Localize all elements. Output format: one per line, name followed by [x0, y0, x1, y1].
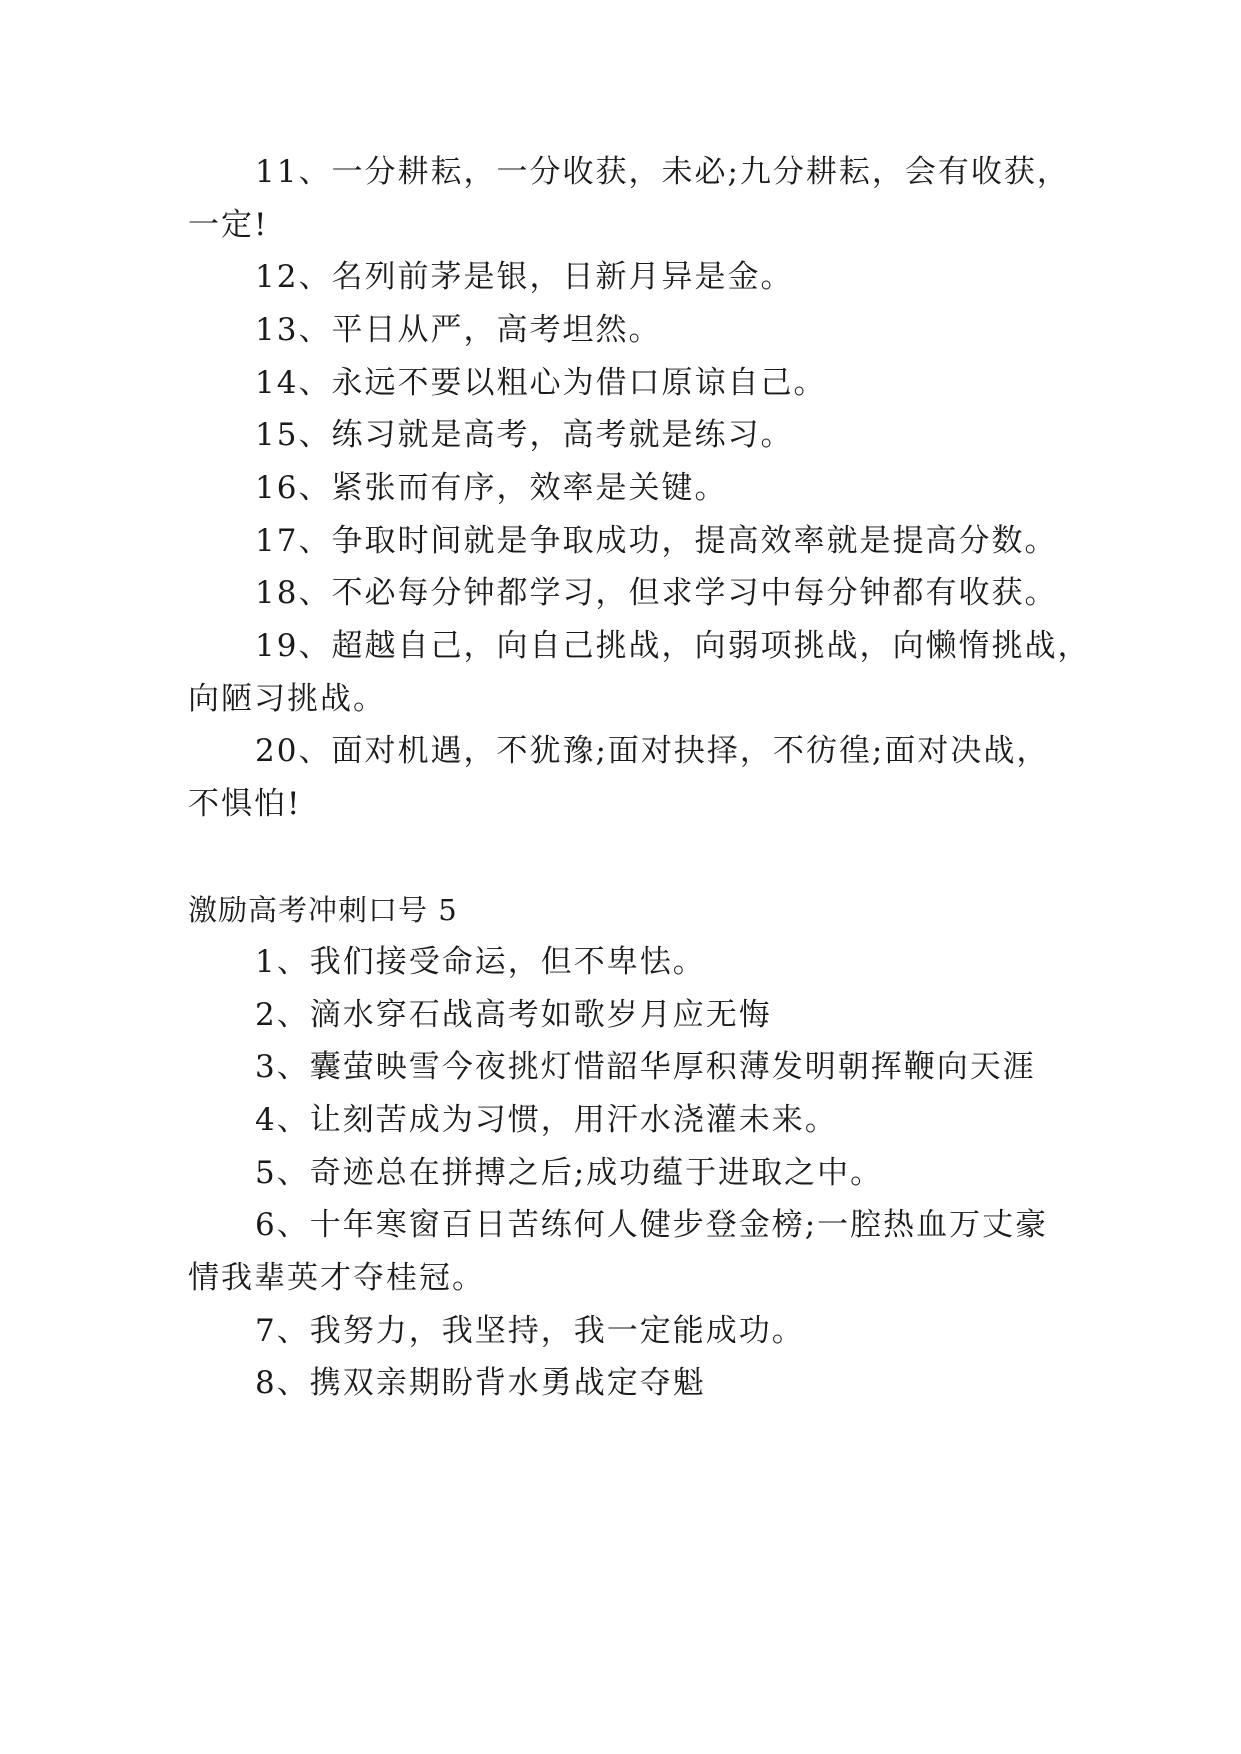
slogan-16: 16、紧张而有序，效率是关键。 [255, 470, 728, 506]
slogan-5: 5、奇迹总在拼搏之后;成功蕴于进取之中。 [255, 1155, 884, 1191]
slogan-1: 1、我们接受命运，但不卑怯。 [255, 944, 706, 980]
slogan-3: 3、囊萤映雪今夜挑灯惜韶华厚积薄发明朝挥鞭向天涯 [255, 1049, 1036, 1085]
slogan-20-line-2: 不惧怕! [188, 786, 302, 822]
slogan-19-line-1: 19、超越自己，向自己挑战，向弱项挑战，向懒惰挑战， [255, 628, 1091, 664]
slogan-19-line-2: 向陋习挑战。 [188, 681, 386, 717]
slogan-11-line-1: 11、一分耕耘，一分收获，未必;九分耕耘，会有收获， [255, 154, 1070, 190]
slogan-2: 2、滴水穿石战高考如歌岁月应无悔 [255, 997, 772, 1033]
slogan-14: 14、永远不要以粗心为借口原谅自己。 [255, 365, 827, 401]
slogan-15: 15、练习就是高考，高考就是练习。 [255, 417, 794, 453]
slogan-7: 7、我努力，我坚持，我一定能成功。 [255, 1313, 805, 1349]
slogan-20-line-1: 20、面对机遇，不犹豫;面对抉择，不彷徨;面对决战， [255, 733, 1050, 769]
slogan-6-line-1: 6、十年寒窗百日苦练何人健步登金榜;一腔热血万丈豪 [255, 1207, 1049, 1243]
slogan-12: 12、名列前茅是银，日新月异是金。 [255, 259, 794, 295]
slogan-13: 13、平日从严，高考坦然。 [255, 312, 662, 348]
slogan-8: 8、携双亲期盼背水勇战定夺魁 [255, 1365, 706, 1401]
section-heading: 激励高考冲刺口号 5 [188, 893, 458, 927]
slogan-4: 4、让刻苦成为习惯，用汗水浇灌未来。 [255, 1102, 838, 1138]
slogan-11-line-2: 一定! [188, 207, 269, 243]
slogan-17: 17、争取时间就是争取成功，提高效率就是提高分数。 [255, 523, 1058, 559]
slogan-6-line-2: 情我辈英才夺桂冠。 [188, 1260, 485, 1296]
slogan-18: 18、不必每分钟都学习，但求学习中每分钟都有收获。 [255, 575, 1058, 611]
